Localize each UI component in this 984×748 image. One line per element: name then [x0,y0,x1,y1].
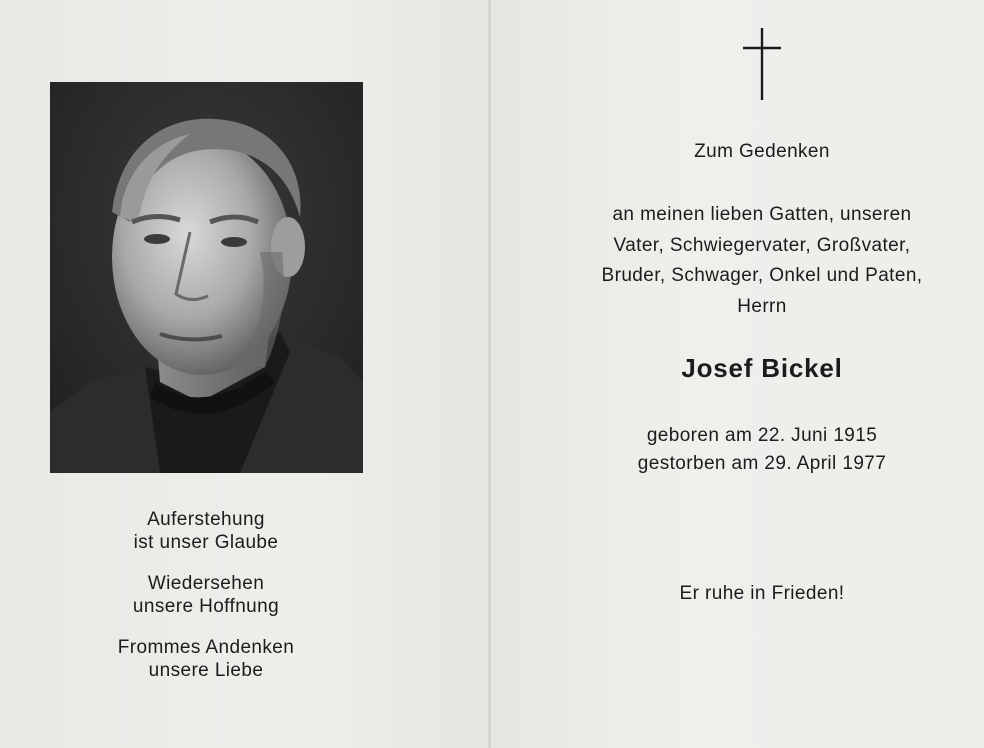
verse-hope [56,572,356,618]
verse-line: unsere Liebe [148,660,264,681]
portrait-photo [50,82,363,473]
verse-line: Auferstehung [147,509,265,530]
dedication-line: Vater, Schwiegervater, Großvater, [613,234,911,256]
cross-icon [742,28,782,105]
verse-line: unsere Hoffnung [132,596,280,617]
birth-date: geboren am 22. Juni 1915 [646,425,878,446]
deceased-name: Josef Bickel [681,353,843,383]
life-dates [560,422,964,478]
dedication-line: Herrn [737,295,787,317]
closing-blessing: Er ruhe in Frieden! [679,583,845,604]
verse-faith [56,508,356,554]
card-fold [488,0,492,748]
verse-line: ist unser Glaube [133,532,279,553]
dedication-line: Bruder, Schwager, Onkel und Paten, [601,265,923,286]
death-date: gestorben am 29. April 1977 [637,453,887,474]
verse-line: Wiedersehen [147,573,265,594]
verse-line: Frommes Andenken [117,637,295,658]
dedication-line: an meinen lieben Gatten, unseren [612,204,912,225]
dedication [560,200,964,322]
verse-love [56,636,356,682]
heading: Zum Gedenken [694,141,830,162]
